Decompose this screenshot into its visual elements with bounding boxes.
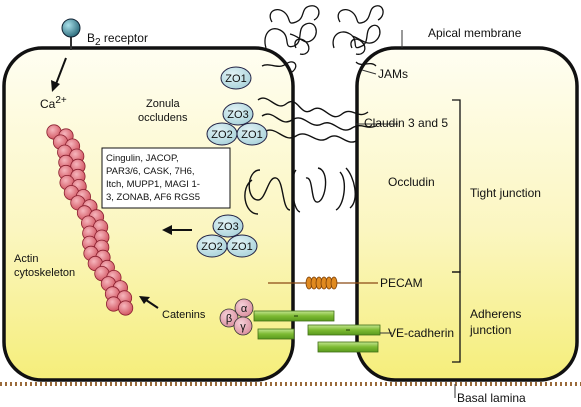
ve-cadherin-label: VE-cadherin — [388, 326, 455, 340]
catenins-label: Catenins — [162, 309, 206, 321]
ve-cadherin-right — [308, 325, 380, 335]
actin-bead — [118, 301, 132, 315]
zo3-low-label: ZO3 — [217, 221, 239, 233]
b2-receptor-icon — [62, 19, 80, 37]
basal-lamina-label: Basal lamina — [457, 391, 526, 405]
zo1-top-label: ZO1 — [225, 73, 247, 85]
zo1-mid-label: ZO1 — [241, 129, 263, 141]
adherens-junction-label: Adherens junction — [470, 307, 522, 337]
zo2-mid-label: ZO2 — [211, 129, 233, 141]
jams-label: JAMs — [378, 67, 408, 81]
partner-line-3: Itch, MUPP1, MAGI 1- — [106, 179, 200, 190]
partner-line-1: Cingulin, JACOP, — [106, 153, 179, 164]
partner-line-4: 3, ZONAB, AF6 RGS5 — [106, 192, 200, 203]
calcium-label: $Ca^{2+}$ — [40, 95, 67, 111]
actin-cytoskeleton-label: Actin cytoskeleton — [14, 253, 76, 279]
b2-receptor-label: $B_2$ receptor — [87, 31, 148, 48]
alpha-catenin-label: α — [240, 303, 248, 315]
zo-top-group — [221, 67, 251, 89]
zo3-mid-label: ZO3 — [227, 109, 249, 121]
pecam-coil — [306, 277, 337, 289]
zo1-low-label: ZO1 — [231, 241, 253, 253]
ve-cadherin-left-lower — [258, 329, 294, 339]
partner-line-2: PAR3/6, CASK, 7H6, — [106, 166, 195, 177]
apical-membrane-label: Apical membrane — [428, 26, 522, 40]
zo2-low-label: ZO2 — [201, 241, 223, 253]
ve-cadherin-right-lower — [318, 342, 378, 352]
claudin-label: Claudin 3 and 5 — [364, 116, 449, 130]
beta-catenin-label: β — [225, 313, 233, 325]
occludin-label: Occludin — [388, 175, 435, 189]
tight-junction-label: Tight junction — [470, 186, 541, 200]
zonula-occludens-label: Zonula occludens — [138, 98, 188, 124]
pecam-label: PECAM — [380, 276, 423, 290]
gamma-catenin-label: γ — [240, 321, 246, 333]
